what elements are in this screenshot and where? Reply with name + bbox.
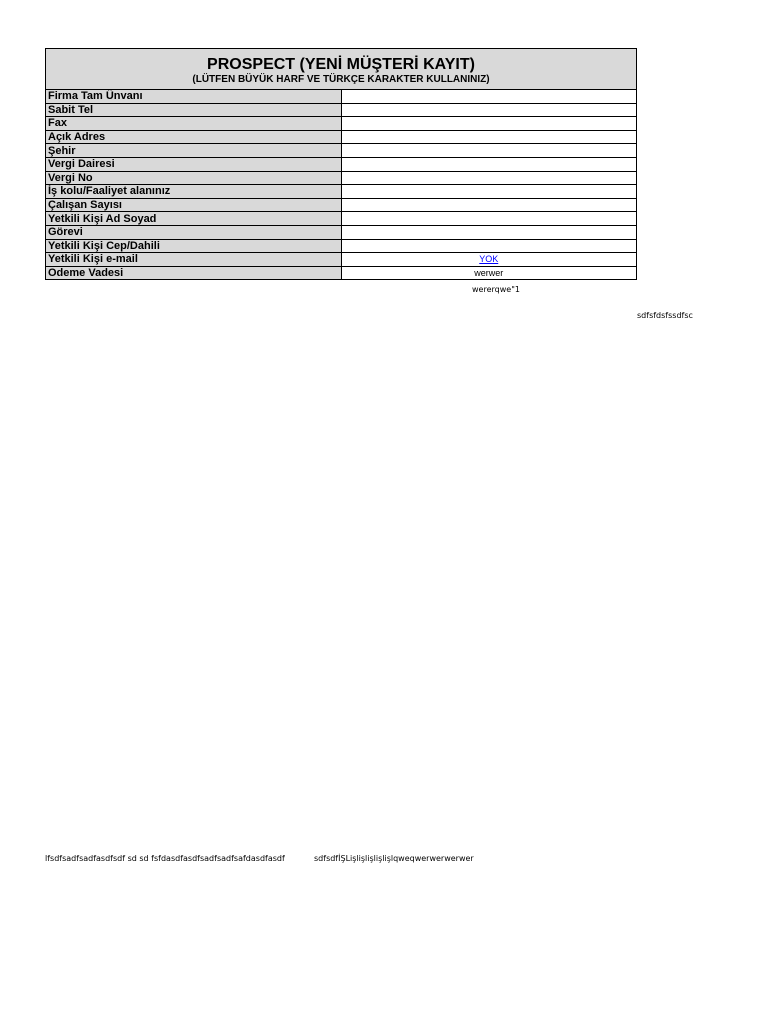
input-sabit-tel[interactable] [341,103,637,117]
input-yetkili-cep[interactable] [341,239,637,253]
email-link[interactable]: YOK [479,254,499,265]
row-yetkili-cep [46,239,637,253]
input-gorevi[interactable] [341,225,637,239]
input-vergi-dairesi[interactable] [341,157,637,171]
form-header-cell [46,49,637,90]
note-bottom-right: sdfsdfİŞLişlişlişlişlişlqweqwerwerwerwer [314,854,474,863]
note-right-margin: sdfsfdsfssdfsc [637,311,693,320]
form-subtitle: (LÜTFEN BÜYÜK HARF VE TÜRKÇE KARAKTER KULLANINIZ) [192,74,490,85]
row-acik-adres [46,130,637,144]
note-below-table: wererqwe"1 [472,285,520,294]
row-vergi-no [46,171,637,185]
row-yetkili-ad-soyad [46,212,637,226]
row-sehir [46,144,637,158]
form-title: PROSPECT (YENİ MÜŞTERİ KAYIT) [207,56,475,73]
row-sabit-tel [46,103,637,117]
label-vergi-dairesi: Vergi Dairesi [46,157,342,171]
input-yetkili-email[interactable] [341,253,637,267]
input-odeme-vadesi[interactable]: werwer [341,266,637,280]
row-vergi-dairesi [46,157,637,171]
row-fax [46,117,637,131]
form-header-row [46,49,637,90]
label-is-kolu: İş kolu/Faaliyet alanınız [46,185,342,199]
note-bottom-left: lfsdfsadfsadfasdfsdf sd sd fsfdasdfasdfsadfsadfsafdasdfasdf [45,854,285,863]
label-gorevi: Görevi [46,225,342,239]
label-vergi-no: Vergi No [46,171,342,185]
label-firma-tam-unvani: Firma Tam Ünvanı [46,90,342,104]
row-is-kolu [46,185,637,199]
prospect-form-table [45,48,637,280]
label-fax: Fax [46,117,342,131]
input-is-kolu[interactable] [341,185,637,199]
label-sabit-tel: Sabit Tel [46,103,342,117]
input-fax[interactable] [341,117,637,131]
row-gorevi [46,225,637,239]
label-yetkili-cep: Yetkili Kişi Cep/Dahili [46,239,342,253]
row-yetkili-email [46,253,637,267]
input-calisan-sayisi[interactable] [341,198,637,212]
label-acik-adres: Açık Adres [46,130,342,144]
input-vergi-no[interactable] [341,171,637,185]
row-odeme-vadesi [46,266,637,280]
label-calisan-sayisi: Çalışan Sayısı [46,198,342,212]
input-acik-adres[interactable] [341,130,637,144]
input-yetkili-ad-soyad[interactable] [341,212,637,226]
label-odeme-vadesi: Odeme Vadesi [46,266,342,280]
input-sehir[interactable] [341,144,637,158]
label-sehir: Şehir [46,144,342,158]
input-firma-tam-unvani[interactable] [341,90,637,104]
row-firma-tam-unvani [46,90,637,104]
row-calisan-sayisi [46,198,637,212]
label-yetkili-email: Yetkili Kişi e-mail [46,253,342,267]
label-yetkili-ad-soyad: Yetkili Kişi Ad Soyad [46,212,342,226]
